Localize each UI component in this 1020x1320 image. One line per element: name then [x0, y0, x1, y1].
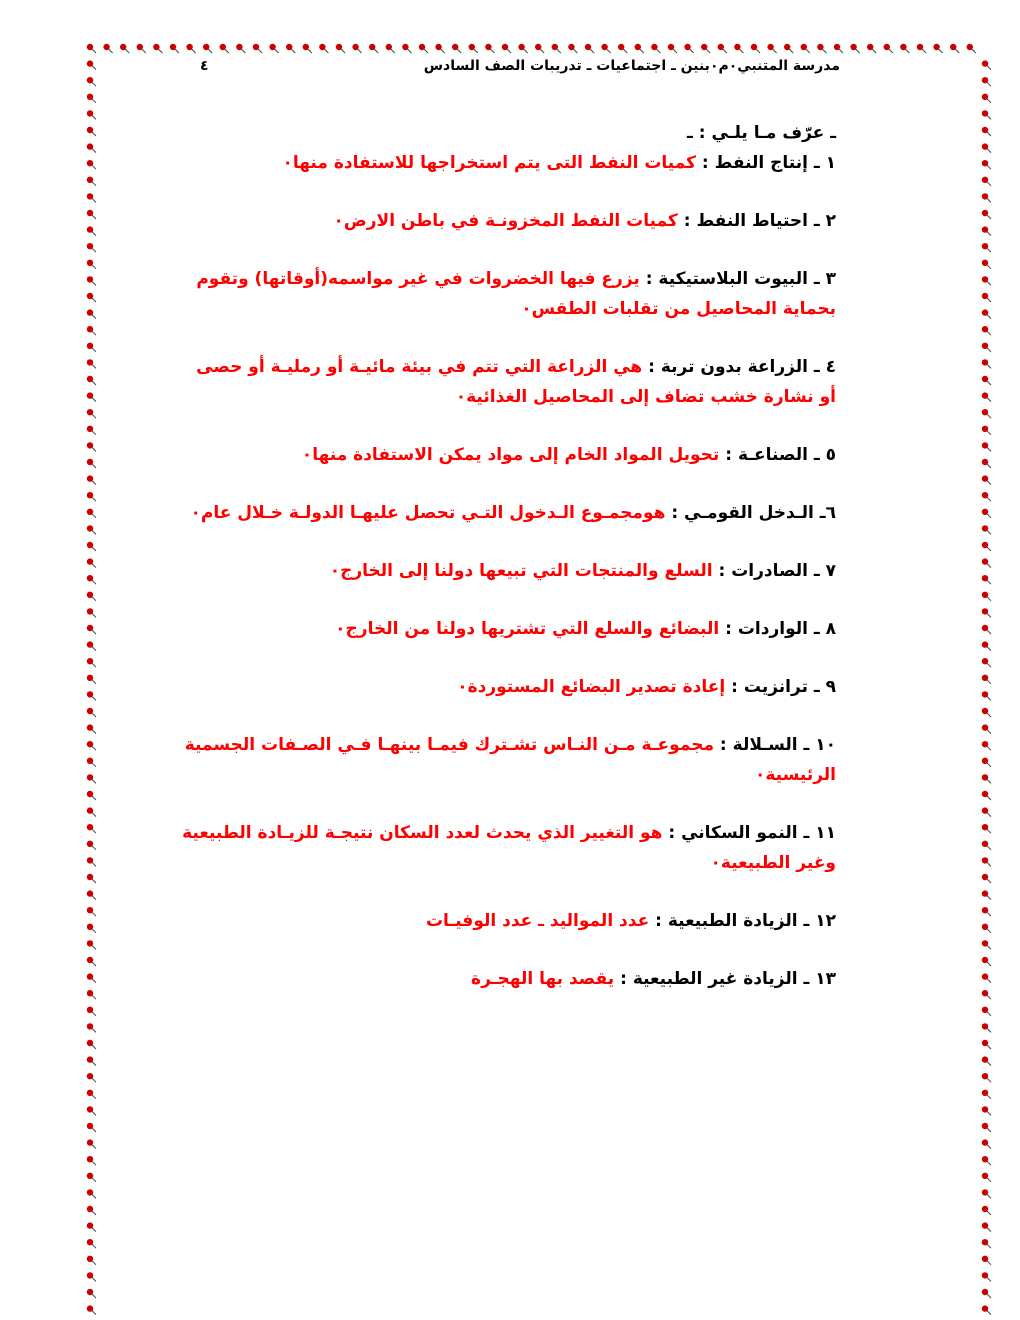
- border-bead-tail: [92, 1095, 96, 1099]
- term: ١١ ـ النمو السكاني: [681, 823, 836, 843]
- border-bead-tail: [987, 962, 991, 966]
- definition: يقصد بها الهجـرة: [471, 969, 615, 989]
- border-bead-tail: [507, 49, 511, 53]
- definition-item: ١٣ ـ الزيادة غير الطبيعية : يقصد بها الهجـرة: [471, 969, 836, 989]
- border-bead-tail: [92, 1294, 96, 1298]
- border-bead-tail: [92, 647, 96, 651]
- border-bead-tail: [92, 862, 96, 866]
- border-bead-tail: [92, 198, 96, 202]
- border-bead-tail: [972, 49, 976, 53]
- term: ٨ ـ الواردات: [737, 619, 836, 639]
- border-bead-tail: [92, 66, 96, 70]
- border-bead-tail: [92, 1228, 96, 1232]
- border-bead-tail: [987, 1045, 991, 1049]
- border-bead-tail: [987, 1062, 991, 1066]
- border-bead-tail: [92, 564, 96, 568]
- border-bead-tail: [125, 49, 129, 53]
- border-bead-tail: [92, 398, 96, 402]
- border-bead-tail: [922, 49, 926, 53]
- border-bead-tail: [258, 49, 262, 53]
- border-bead-tail: [424, 49, 428, 53]
- border-bead-tail: [92, 730, 96, 734]
- border-bead-tail: [607, 49, 611, 53]
- border-bead-tail: [92, 630, 96, 634]
- definition: تحويل المواد الخام إلى مواد يمكن الاستفادة منها٠: [301, 445, 720, 465]
- border-bead-tail: [987, 82, 991, 86]
- border-bead-tail: [987, 281, 991, 285]
- definition-item: ٣ ـ البيوت البلاستيكية : يزرع فيها الخضروات في غير مواسمه(أوقاتها) وتقوم بحماية المحاصيل من تقلبات الطقس٠: [196, 269, 836, 319]
- border-bead-tail: [92, 813, 96, 817]
- term: ١٣ ـ الزيادة غير الطبيعية: [632, 969, 836, 989]
- border-bead-tail: [92, 381, 96, 385]
- border-bead-tail: [92, 265, 96, 269]
- border-bead-tail: [341, 49, 345, 53]
- instruction-heading: ـ عرّف مـا يلـي : ـ: [687, 123, 836, 143]
- border-bead-tail: [92, 115, 96, 119]
- border-bead-tail: [987, 514, 991, 518]
- border-bead-tail: [92, 680, 96, 684]
- border-bead-tail: [92, 1045, 96, 1049]
- border-bead-tail: [92, 962, 96, 966]
- border-bead-tail: [939, 49, 943, 53]
- border-bead-tail: [987, 995, 991, 999]
- border-bead-tail: [987, 182, 991, 186]
- border-bead-tail: [92, 447, 96, 451]
- border-bead-tail: [92, 547, 96, 551]
- border-bead-tail: [987, 132, 991, 136]
- border-bead-tail: [92, 1277, 96, 1281]
- term: ٣ ـ البيوت البلاستيكية: [658, 269, 836, 289]
- border-bead-tail: [987, 763, 991, 767]
- border-bead-tail: [92, 1078, 96, 1082]
- border-bead-tail: [856, 49, 860, 53]
- border-bead-tail: [987, 696, 991, 700]
- border-bead-tail: [474, 49, 478, 53]
- border-bead-tail: [92, 896, 96, 900]
- border-bead-tail: [590, 49, 594, 53]
- border-bead-tail: [987, 265, 991, 269]
- border-bead-tail: [225, 49, 229, 53]
- definition-item: ١ ـ إنتاج النفط : كميات النفط التى يتم استخراجها للاستفادة منها٠: [282, 153, 836, 173]
- border-bead-tail: [987, 414, 991, 418]
- border-bead-tail: [109, 49, 113, 53]
- border-bead-tail: [391, 49, 395, 53]
- border-bead-tail: [490, 49, 494, 53]
- border-bead-tail: [92, 763, 96, 767]
- border-bead-tail: [92, 1194, 96, 1198]
- border-bead-tail: [92, 99, 96, 103]
- border-bead-tail: [987, 1211, 991, 1215]
- page-header: [190, 58, 840, 84]
- definition: مجموعـة مـن النـاس تشـترك فيمـا بينهـا فـي الصـفات الجسمية الرئيسية٠: [184, 735, 836, 785]
- border-bead-tail: [208, 49, 212, 53]
- border-bead-tail: [92, 215, 96, 219]
- border-bead-tail: [987, 1128, 991, 1132]
- border-bead-tail: [987, 1012, 991, 1016]
- border-bead-tail: [92, 364, 96, 368]
- border-bead-tail: [374, 49, 378, 53]
- border-bead-tail: [457, 49, 461, 53]
- definition: هومجمـوع الـدخول التـي تحصل عليهـا الدولـة خـلال عام٠: [190, 503, 666, 523]
- border-bead-tail: [92, 514, 96, 518]
- border-bead-tail: [987, 530, 991, 534]
- border-bead-tail: [92, 1244, 96, 1248]
- definition-item: ٧ ـ الصادرات : السلع والمنتجات التي تبيعها دولنا إلى الخارج٠: [329, 561, 836, 581]
- definition: عدد المواليد ـ عدد الوفيـات: [425, 911, 650, 931]
- border-bead-tail: [92, 331, 96, 335]
- border-bead-tail: [987, 1145, 991, 1149]
- definition-item: ٦ـ الـدخل القومـي : هومجمـوع الـدخول التـي تحصل عليهـا الدولـة خـلال عام٠: [190, 503, 836, 523]
- border-bead-tail: [987, 547, 991, 551]
- definition-item: ١٠ ـ السـلالة : مجموعـة مـن النـاس تشـترك فيمـا بينهـا فـي الصـفات الجسمية الرئيسية٠: [184, 735, 836, 785]
- border-bead-tail: [987, 1194, 991, 1198]
- border-bead-tail: [987, 896, 991, 900]
- border-bead-tail: [92, 1261, 96, 1265]
- border-bead-tail: [92, 464, 96, 468]
- border-bead-tail: [987, 115, 991, 119]
- border-bead-tail: [987, 1078, 991, 1082]
- border-bead-tail: [92, 663, 96, 667]
- border-bead-tail: [987, 348, 991, 352]
- definition: هي الزراعة التي تتم في بيئة مائيـة أو رمليـة أو حصى أو نشارة خشب تضاف إلى المحاصيل الغذائية٠: [196, 357, 836, 407]
- border-bead-tail: [987, 912, 991, 916]
- border-bead-tail: [673, 49, 677, 53]
- border-bead-tail: [987, 862, 991, 866]
- border-bead-tail: [987, 1161, 991, 1165]
- border-bead-tail: [987, 647, 991, 651]
- border-bead-tail: [987, 381, 991, 385]
- border-bead-tail: [92, 613, 96, 617]
- border-bead-tail: [92, 165, 96, 169]
- border-bead-tail: [92, 497, 96, 501]
- border-bead-tail: [92, 713, 96, 717]
- border-bead-tail: [92, 414, 96, 418]
- border-bead-tail: [987, 331, 991, 335]
- border-bead-tail: [92, 979, 96, 983]
- border-bead-tail: [987, 1178, 991, 1182]
- border-bead-tail: [92, 696, 96, 700]
- border-bead-tail: [987, 1228, 991, 1232]
- border-bead-tail: [987, 1028, 991, 1032]
- border-bead-tail: [987, 497, 991, 501]
- border-bead-tail: [92, 1062, 96, 1066]
- border-bead-tail: [756, 49, 760, 53]
- border-bead-tail: [92, 298, 96, 302]
- border-bead-tail: [987, 1294, 991, 1298]
- border-bead-tail: [92, 829, 96, 833]
- border-bead-tail: [987, 779, 991, 783]
- border-bead-tail: [987, 929, 991, 933]
- border-bead-tail: [987, 99, 991, 103]
- border-bead-tail: [987, 630, 991, 634]
- border-bead-tail: [987, 298, 991, 302]
- border-bead-tail: [407, 49, 411, 53]
- border-bead-tail: [92, 912, 96, 916]
- border-bead-tail: [987, 364, 991, 368]
- border-bead-tail: [987, 713, 991, 717]
- border-bead-tail: [92, 1145, 96, 1149]
- border-bead-tail: [987, 232, 991, 236]
- border-bead-tail: [92, 481, 96, 485]
- term: ٥ ـ الصناعـة: [737, 445, 836, 465]
- border-bead-tail: [839, 49, 843, 53]
- border-bead-tail: [987, 1277, 991, 1281]
- border-bead-tail: [92, 1028, 96, 1032]
- border-bead-tail: [92, 182, 96, 186]
- border-bead-tail: [241, 49, 245, 53]
- border-bead-tail: [987, 66, 991, 70]
- definition-item: ١٢ ـ الزيادة الطبيعية : عدد المواليد ـ عدد الوفيـات: [425, 911, 836, 931]
- border-bead-tail: [623, 49, 627, 53]
- border-bead-tail: [142, 49, 146, 53]
- border-bead-tail: [175, 49, 179, 53]
- border-bead-tail: [92, 796, 96, 800]
- border-bead-tail: [92, 1128, 96, 1132]
- border-bead-tail: [92, 945, 96, 949]
- border-bead-tail: [987, 1244, 991, 1248]
- border-bead-tail: [92, 1211, 96, 1215]
- border-bead-tail: [955, 49, 959, 53]
- border-bead-tail: [690, 49, 694, 53]
- term: ٢ ـ احتياط النفط: [696, 211, 836, 231]
- border-bead-tail: [987, 431, 991, 435]
- border-bead-tail: [987, 813, 991, 817]
- border-bead-tail: [524, 49, 528, 53]
- definition: كميات النفط المخزونـة في باطن الارض٠: [333, 211, 678, 231]
- border-bead-tail: [291, 49, 295, 53]
- border-bead-tail: [987, 198, 991, 202]
- border-bead-tail: [92, 431, 96, 435]
- definitions-list: [180, 148, 836, 994]
- page-number: ٤: [200, 58, 209, 74]
- border-bead-tail: [987, 730, 991, 734]
- border-bead-tail: [739, 49, 743, 53]
- term: ٩ ـ ترانزيت: [743, 677, 836, 697]
- border-bead-tail: [987, 580, 991, 584]
- border-bead-tail: [987, 846, 991, 850]
- border-bead-tail: [822, 49, 826, 53]
- term: ١٢ ـ الزيادة الطبيعية: [667, 911, 836, 931]
- border-bead-tail: [92, 1311, 96, 1315]
- border-bead-tail: [92, 132, 96, 136]
- border-bead-tail: [92, 281, 96, 285]
- border-bead-tail: [806, 49, 810, 53]
- definition: السلع والمنتجات التي تبيعها دولنا إلى الخارج٠: [329, 561, 713, 581]
- border-bead-tail: [441, 49, 445, 53]
- border-bead-tail: [987, 1311, 991, 1315]
- border-bead-tail: [987, 215, 991, 219]
- border-bead-tail: [358, 49, 362, 53]
- border-bead-tail: [987, 1261, 991, 1265]
- definition: كميات النفط التى يتم استخراجها للاستفادة منها٠: [282, 153, 697, 173]
- border-bead-tail: [987, 1095, 991, 1099]
- border-bead-tail: [656, 49, 660, 53]
- border-bead-tail: [92, 1012, 96, 1016]
- border-bead-tail: [573, 49, 577, 53]
- border-bead-tail: [889, 49, 893, 53]
- definition-item: ٩ ـ ترانزيت : إعادة تصدير البضائع المستوردة٠: [457, 677, 836, 697]
- border-bead-tail: [987, 149, 991, 153]
- border-bead-tail: [557, 49, 561, 53]
- definition: يزرع فيها الخضروات في غير مواسمه(أوقاتها) وتقوم بحماية المحاصيل من تقلبات الطقس٠: [196, 269, 836, 319]
- border-bead-tail: [92, 49, 96, 53]
- border-bead-tail: [92, 232, 96, 236]
- border-bead-tail: [987, 597, 991, 601]
- border-bead-tail: [92, 879, 96, 883]
- border-bead-tail: [987, 945, 991, 949]
- border-bead-tail: [987, 879, 991, 883]
- border-bead-tail: [92, 846, 96, 850]
- term: ١ ـ إنتاج النفط: [714, 153, 836, 173]
- border-bead-tail: [640, 49, 644, 53]
- definition-item: ٤ ـ الزراعة بدون تربة : هي الزراعة التي تتم في بيئة مائيـة أو رمليـة أو حصى أو نشارة خشب تضاف إلى المحاصيل الغذائية٠: [196, 357, 836, 407]
- border-bead-tail: [92, 929, 96, 933]
- border-bead-tail: [92, 597, 96, 601]
- border-bead-tail: [987, 979, 991, 983]
- border-bead-tail: [987, 829, 991, 833]
- border-bead-tail: [92, 1111, 96, 1115]
- border-bead-tail: [92, 348, 96, 352]
- border-bead-tail: [92, 1161, 96, 1165]
- border-bead-tail: [987, 464, 991, 468]
- border-bead-tail: [92, 580, 96, 584]
- border-bead-tail: [92, 746, 96, 750]
- border-bead-tail: [987, 663, 991, 667]
- definition-item: ٨ ـ الواردات : البضائع والسلع التي تشتريها دولنا من الخارج٠: [335, 619, 836, 639]
- border-bead-tail: [92, 530, 96, 534]
- border-bead-tail: [158, 49, 162, 53]
- border-bead-tail: [987, 1111, 991, 1115]
- border-bead-tail: [773, 49, 777, 53]
- border-bead-tail: [92, 82, 96, 86]
- border-bead-tail: [92, 248, 96, 252]
- term: ١٠ ـ السـلالة: [732, 735, 836, 755]
- border-bead-tail: [987, 613, 991, 617]
- border-bead-tail: [987, 165, 991, 169]
- definition-item: ٥ ـ الصناعـة : تحويل المواد الخام إلى مواد يمكن الاستفادة منها٠: [301, 445, 836, 465]
- border-bead-tail: [92, 315, 96, 319]
- border-bead-tail: [723, 49, 727, 53]
- border-bead-tail: [92, 779, 96, 783]
- term: ٦ـ الـدخل القومـي: [684, 503, 836, 523]
- border-bead-tail: [987, 746, 991, 750]
- border-bead-tail: [275, 49, 279, 53]
- border-bead-tail: [706, 49, 710, 53]
- border-bead-tail: [92, 995, 96, 999]
- border-bead-tail: [987, 447, 991, 451]
- border-bead-tail: [905, 49, 909, 53]
- border-bead-tail: [987, 796, 991, 800]
- definition: البضائع والسلع التي تشتريها دولنا من الخارج٠: [335, 619, 720, 639]
- border-bead-tail: [92, 149, 96, 153]
- border-bead-tail: [92, 1178, 96, 1182]
- definition: إعادة تصدير البضائع المستوردة٠: [457, 677, 726, 697]
- border-bead-tail: [540, 49, 544, 53]
- border-bead-tail: [192, 49, 196, 53]
- term: ٤ ـ الزراعة بدون تربة: [660, 357, 836, 377]
- definition-item: ١١ ـ النمو السكاني : هو التغيير الذي يحدث لعدد السكان نتيجـة للزيـادة الطبيعية وغير الطبيعية٠: [182, 823, 836, 873]
- border-bead-tail: [872, 49, 876, 53]
- border-bead-tail: [987, 680, 991, 684]
- definition: هو التغيير الذي يحدث لعدد السكان نتيجـة للزيـادة الطبيعية وغير الطبيعية٠: [182, 823, 836, 873]
- border-bead-tail: [987, 398, 991, 402]
- border-bead-tail: [308, 49, 312, 53]
- border-bead-tail: [324, 49, 328, 53]
- border-bead-tail: [987, 481, 991, 485]
- term: ٧ ـ الصادرات: [731, 561, 836, 581]
- school-header-text: مدرسة المتنبي٠م٠بنين ـ اجتماعيات ـ تدريبات الصف السادس: [423, 58, 840, 74]
- border-bead-tail: [789, 49, 793, 53]
- definition-item: ٢ ـ احتياط النفط : كميات النفط المخزونـة في باطن الارض٠: [333, 211, 836, 231]
- border-bead-tail: [987, 564, 991, 568]
- border-bead-tail: [987, 315, 991, 319]
- definitions-content: [180, 118, 836, 1022]
- border-bead-tail: [987, 248, 991, 252]
